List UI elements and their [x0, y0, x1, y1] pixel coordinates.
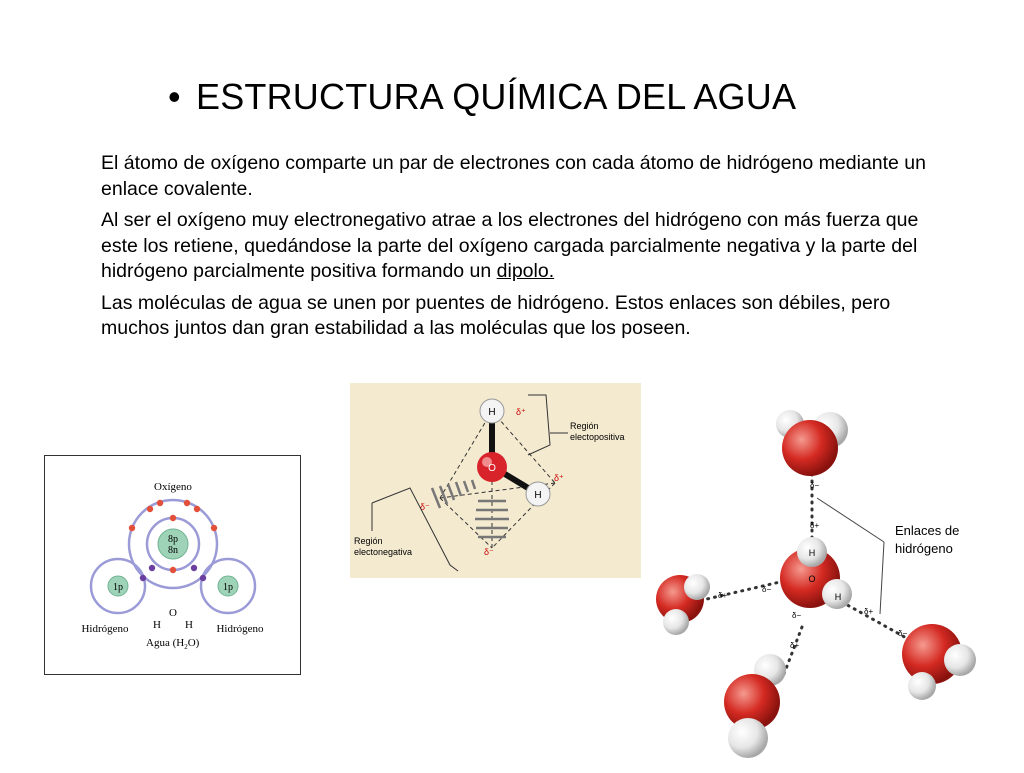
label-enlaces: Enlaces de	[895, 523, 960, 538]
center-h-right: H	[834, 592, 842, 602]
formula-o: O	[169, 607, 177, 619]
paragraph-electronegativity-text: Al ser el oxígeno muy electronegativo atrae a los electrones del hidrógeno con más fuerza que este los retiene, quedándose la parte del oxígeno cargada parcialmente negativa y la parte del hidrógeno parcialmente positiva formando un	[101, 209, 919, 282]
hydrogen-left-proton: 1p	[113, 582, 123, 593]
oxygen-neutrons: 8n	[168, 545, 178, 556]
slide-title	[168, 76, 796, 118]
delta-plus-bottom: δ+	[790, 641, 800, 650]
hydrogen-bonds-figure	[652, 402, 992, 768]
water-molecule-left	[656, 574, 710, 635]
region-positive-label-1: Región	[570, 421, 599, 431]
dipole-diagram	[350, 383, 641, 578]
delta-plus-top: δ⁺	[516, 407, 526, 417]
oxygen-protons: 8p	[168, 534, 178, 545]
paragraph-electronegativity	[101, 208, 951, 285]
center-o: O	[808, 574, 816, 584]
delta-minus-left: δ⁻	[420, 502, 430, 512]
paragraph-covalent: El átomo de oxígeno comparte un par de electrones con cada átomo de hidrógeno mediante un enlace covalente.	[101, 152, 926, 200]
delta-minus-bottom: δ⁻	[484, 547, 494, 557]
title-text: ESTRUCTURA QUÍMICA DEL AGUA	[196, 76, 797, 117]
hydrogen-bonds-diagram	[652, 402, 992, 768]
delta-minus-bottom: δ−	[792, 611, 802, 620]
hydrogen-right-label: Hidrógeno	[216, 623, 264, 635]
title-bullet: •	[168, 76, 181, 117]
paragraph-hydrogen-bonds: Las moléculas de agua se unen por puentes de hidrógeno. Estos enlaces son débiles, pero muchos juntos dan gran estabilidad a las moléculas que los poseen.	[101, 291, 891, 339]
label-hidrogeno: hidrógeno	[895, 541, 953, 556]
hydrogen-left-label: Hidrógeno	[81, 623, 129, 635]
delta-plus-right: δ⁺	[554, 473, 564, 483]
delta-plus-right: δ+	[864, 607, 874, 616]
o-label: O	[488, 463, 496, 474]
hydrogen-right-proton: 1p	[223, 582, 233, 593]
h-right-label: H	[534, 490, 542, 501]
dipolo-link[interactable]: dipolo.	[496, 260, 555, 282]
water-molecule-top	[776, 410, 848, 476]
water-caption: Agua $(H_2O)$	[146, 637, 200, 651]
water-molecule-right	[902, 624, 976, 700]
dipole-diagram-figure	[350, 383, 641, 578]
region-negative-label-2: electonegativa	[354, 547, 413, 557]
oxygen-label: Oxígeno	[154, 481, 192, 493]
center-h-top: H	[808, 548, 816, 558]
region-positive-bracket	[528, 395, 550, 455]
delta-plus-left: δ+	[718, 591, 728, 600]
region-negative-label-1: Región	[354, 536, 383, 546]
delta-minus-top: δ−	[810, 481, 820, 490]
formula-h-right: H	[185, 619, 193, 631]
slide-body	[101, 151, 951, 348]
atom-diagram	[45, 456, 300, 674]
atom-diagram-figure	[44, 455, 301, 675]
h-top-label: H	[488, 407, 496, 418]
water-molecule-bottom	[724, 654, 786, 758]
delta-minus-right: δ−	[898, 629, 908, 638]
delta-minus-left: δ−	[762, 585, 772, 594]
region-positive-label-2: electopositiva	[570, 432, 625, 442]
water-molecule-center	[780, 537, 852, 609]
delta-plus-top: δ+	[810, 521, 820, 530]
formula-h-left: H	[153, 619, 161, 631]
